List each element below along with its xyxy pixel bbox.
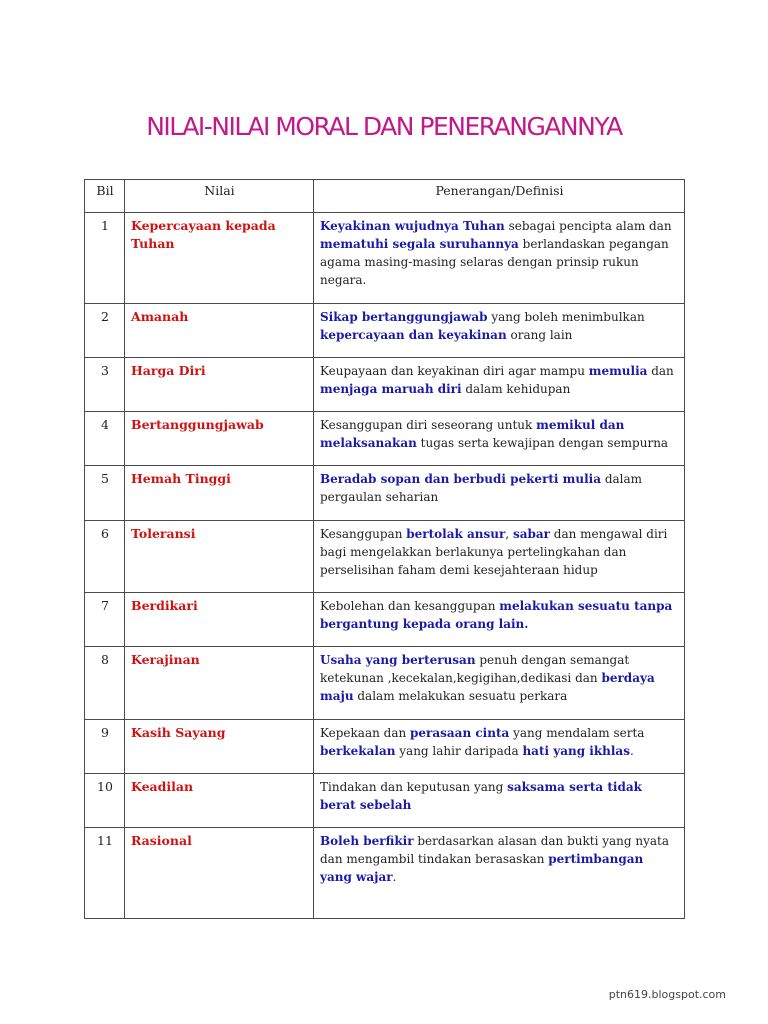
row-number: 7 (85, 593, 125, 647)
value-definition (314, 593, 685, 647)
highlighted-phrase: saksama serta tidak berat sebelah (320, 780, 642, 813)
table-row (85, 774, 685, 828)
definition-text: dalam kehidupan (461, 381, 571, 396)
table-row (85, 520, 685, 592)
definition-text: . (392, 870, 397, 885)
highlighted-phrase: perasaan cinta (410, 725, 510, 740)
table-header-row (85, 180, 685, 213)
highlighted-phrase: Boleh berfikir (320, 834, 414, 849)
definition-text: yang lahir daripada (395, 743, 523, 758)
header-nilai: Nilai (125, 180, 314, 213)
definition-text: Kebolehan dan kesanggupan (320, 599, 500, 614)
row-number: 4 (85, 412, 125, 466)
row-number: 2 (85, 303, 125, 357)
row-number: 10 (85, 774, 125, 828)
table-row (85, 466, 685, 520)
definition-text: Kesanggupan diri seseorang untuk (320, 418, 537, 433)
value-name: Toleransi (125, 520, 314, 592)
highlighted-phrase: Beradab sopan dan berbudi pekerti mulia (320, 472, 601, 487)
highlighted-phrase: menjaga maruah diri (320, 381, 462, 396)
header-definisi: Penerangan/Definisi (314, 180, 685, 213)
value-name: Kasih Sayang (125, 719, 314, 773)
header-bil: Bil (85, 180, 125, 213)
highlighted-phrase: pertimbangan yang wajar (320, 852, 644, 885)
value-definition (314, 647, 685, 719)
definition-text: dalam melakukan sesuatu perkara (353, 689, 568, 704)
highlighted-phrase: hati yang ikhlas (522, 743, 630, 758)
highlighted-phrase: sabar (512, 526, 550, 541)
highlighted-phrase: berdaya maju (320, 671, 655, 704)
value-name: Berdikari (125, 593, 314, 647)
value-definition (314, 774, 685, 828)
highlighted-phrase: memikul dan melaksanakan (320, 418, 625, 451)
highlighted-phrase: kepercayaan dan keyakinan (320, 327, 507, 342)
value-definition (314, 719, 685, 773)
value-name: Harga Diri (125, 357, 314, 411)
page-title: NILAI-NILAI MORAL DAN PENERANGANNYA (146, 112, 622, 141)
definition-text: orang lain (506, 327, 573, 342)
values-table (84, 179, 685, 919)
definition-text: berdasarkan alasan dan bukti yang nyata dan mengambil tindakan berasaskan (320, 834, 670, 867)
row-number: 1 (85, 213, 125, 304)
highlighted-phrase: melakukan sesuatu tanpa bergantung kepada orang lain. (320, 599, 673, 632)
value-name: Hemah Tinggi (125, 466, 314, 520)
value-definition (314, 303, 685, 357)
table-body (85, 213, 685, 919)
definition-text: dalam pergaulan seharian (320, 472, 643, 505)
value-definition (314, 412, 685, 466)
value-definition (314, 466, 685, 520)
definition-text: . (629, 743, 634, 758)
highlighted-phrase: mematuhi segala suruhannya (320, 237, 519, 251)
definition-text: sebagai pencipta alam dan (504, 219, 672, 233)
highlighted-phrase: memulia (588, 363, 648, 378)
definition-text: , (505, 526, 513, 541)
definition-text: Kesanggupan (320, 526, 407, 541)
definition-text: dan (647, 363, 674, 378)
definition-text: Keupayaan dan keyakinan diri agar mampu (320, 363, 589, 378)
value-name: Kerajinan (125, 647, 314, 719)
value-definition (314, 520, 685, 592)
highlighted-phrase: bertolak ansur (406, 526, 506, 541)
table-row (85, 303, 685, 357)
highlighted-phrase: berkekalan (320, 743, 396, 758)
row-number: 5 (85, 466, 125, 520)
definition-text: penuh dengan semangat ketekunan ,kecekalan,kegigihan,dedikasi dan (320, 653, 630, 686)
value-name: Bertanggungjawab (125, 412, 314, 466)
row-number: 11 (85, 828, 125, 919)
value-name: Kepercayaan kepada Tuhan (125, 213, 314, 304)
table-row (85, 412, 685, 466)
table-row (85, 357, 685, 411)
definition-text: tugas serta kewajipan dengan sempurna (416, 436, 669, 451)
definition-text: yang boleh menimbulkan (487, 309, 645, 324)
value-name: Rasional (125, 828, 314, 919)
table-row (85, 593, 685, 647)
definition-text: berlandaskan pegangan agama masing-masing selaras dengan prinsip rukun negara. (320, 237, 669, 287)
definition-text: dan mengawal diri bagi mengelakkan berlakunya pertelingkahan dan perselisihan faham demi kesejahteraan hidup (320, 526, 668, 577)
highlighted-phrase: Keyakinan wujudnya Tuhan (320, 219, 505, 233)
definition-text: yang mendalam serta (509, 725, 645, 740)
value-definition (314, 357, 685, 411)
value-definition (314, 213, 685, 304)
value-name: Amanah (125, 303, 314, 357)
table-row (85, 213, 685, 304)
value-definition (314, 828, 685, 919)
highlighted-phrase: Sikap bertanggungjawab (320, 309, 488, 324)
table-row (85, 828, 685, 919)
row-number: 9 (85, 719, 125, 773)
row-number: 6 (85, 520, 125, 592)
footer-source: ptn619.blogspot.com (608, 988, 726, 1001)
definition-text: Kepekaan dan (320, 725, 411, 740)
highlighted-phrase: Usaha yang berterusan (320, 653, 476, 668)
definition-text: Tindakan dan keputusan yang (320, 780, 508, 795)
table-row (85, 647, 685, 719)
table-row (85, 719, 685, 773)
value-name: Keadilan (125, 774, 314, 828)
row-number: 3 (85, 357, 125, 411)
row-number: 8 (85, 647, 125, 719)
